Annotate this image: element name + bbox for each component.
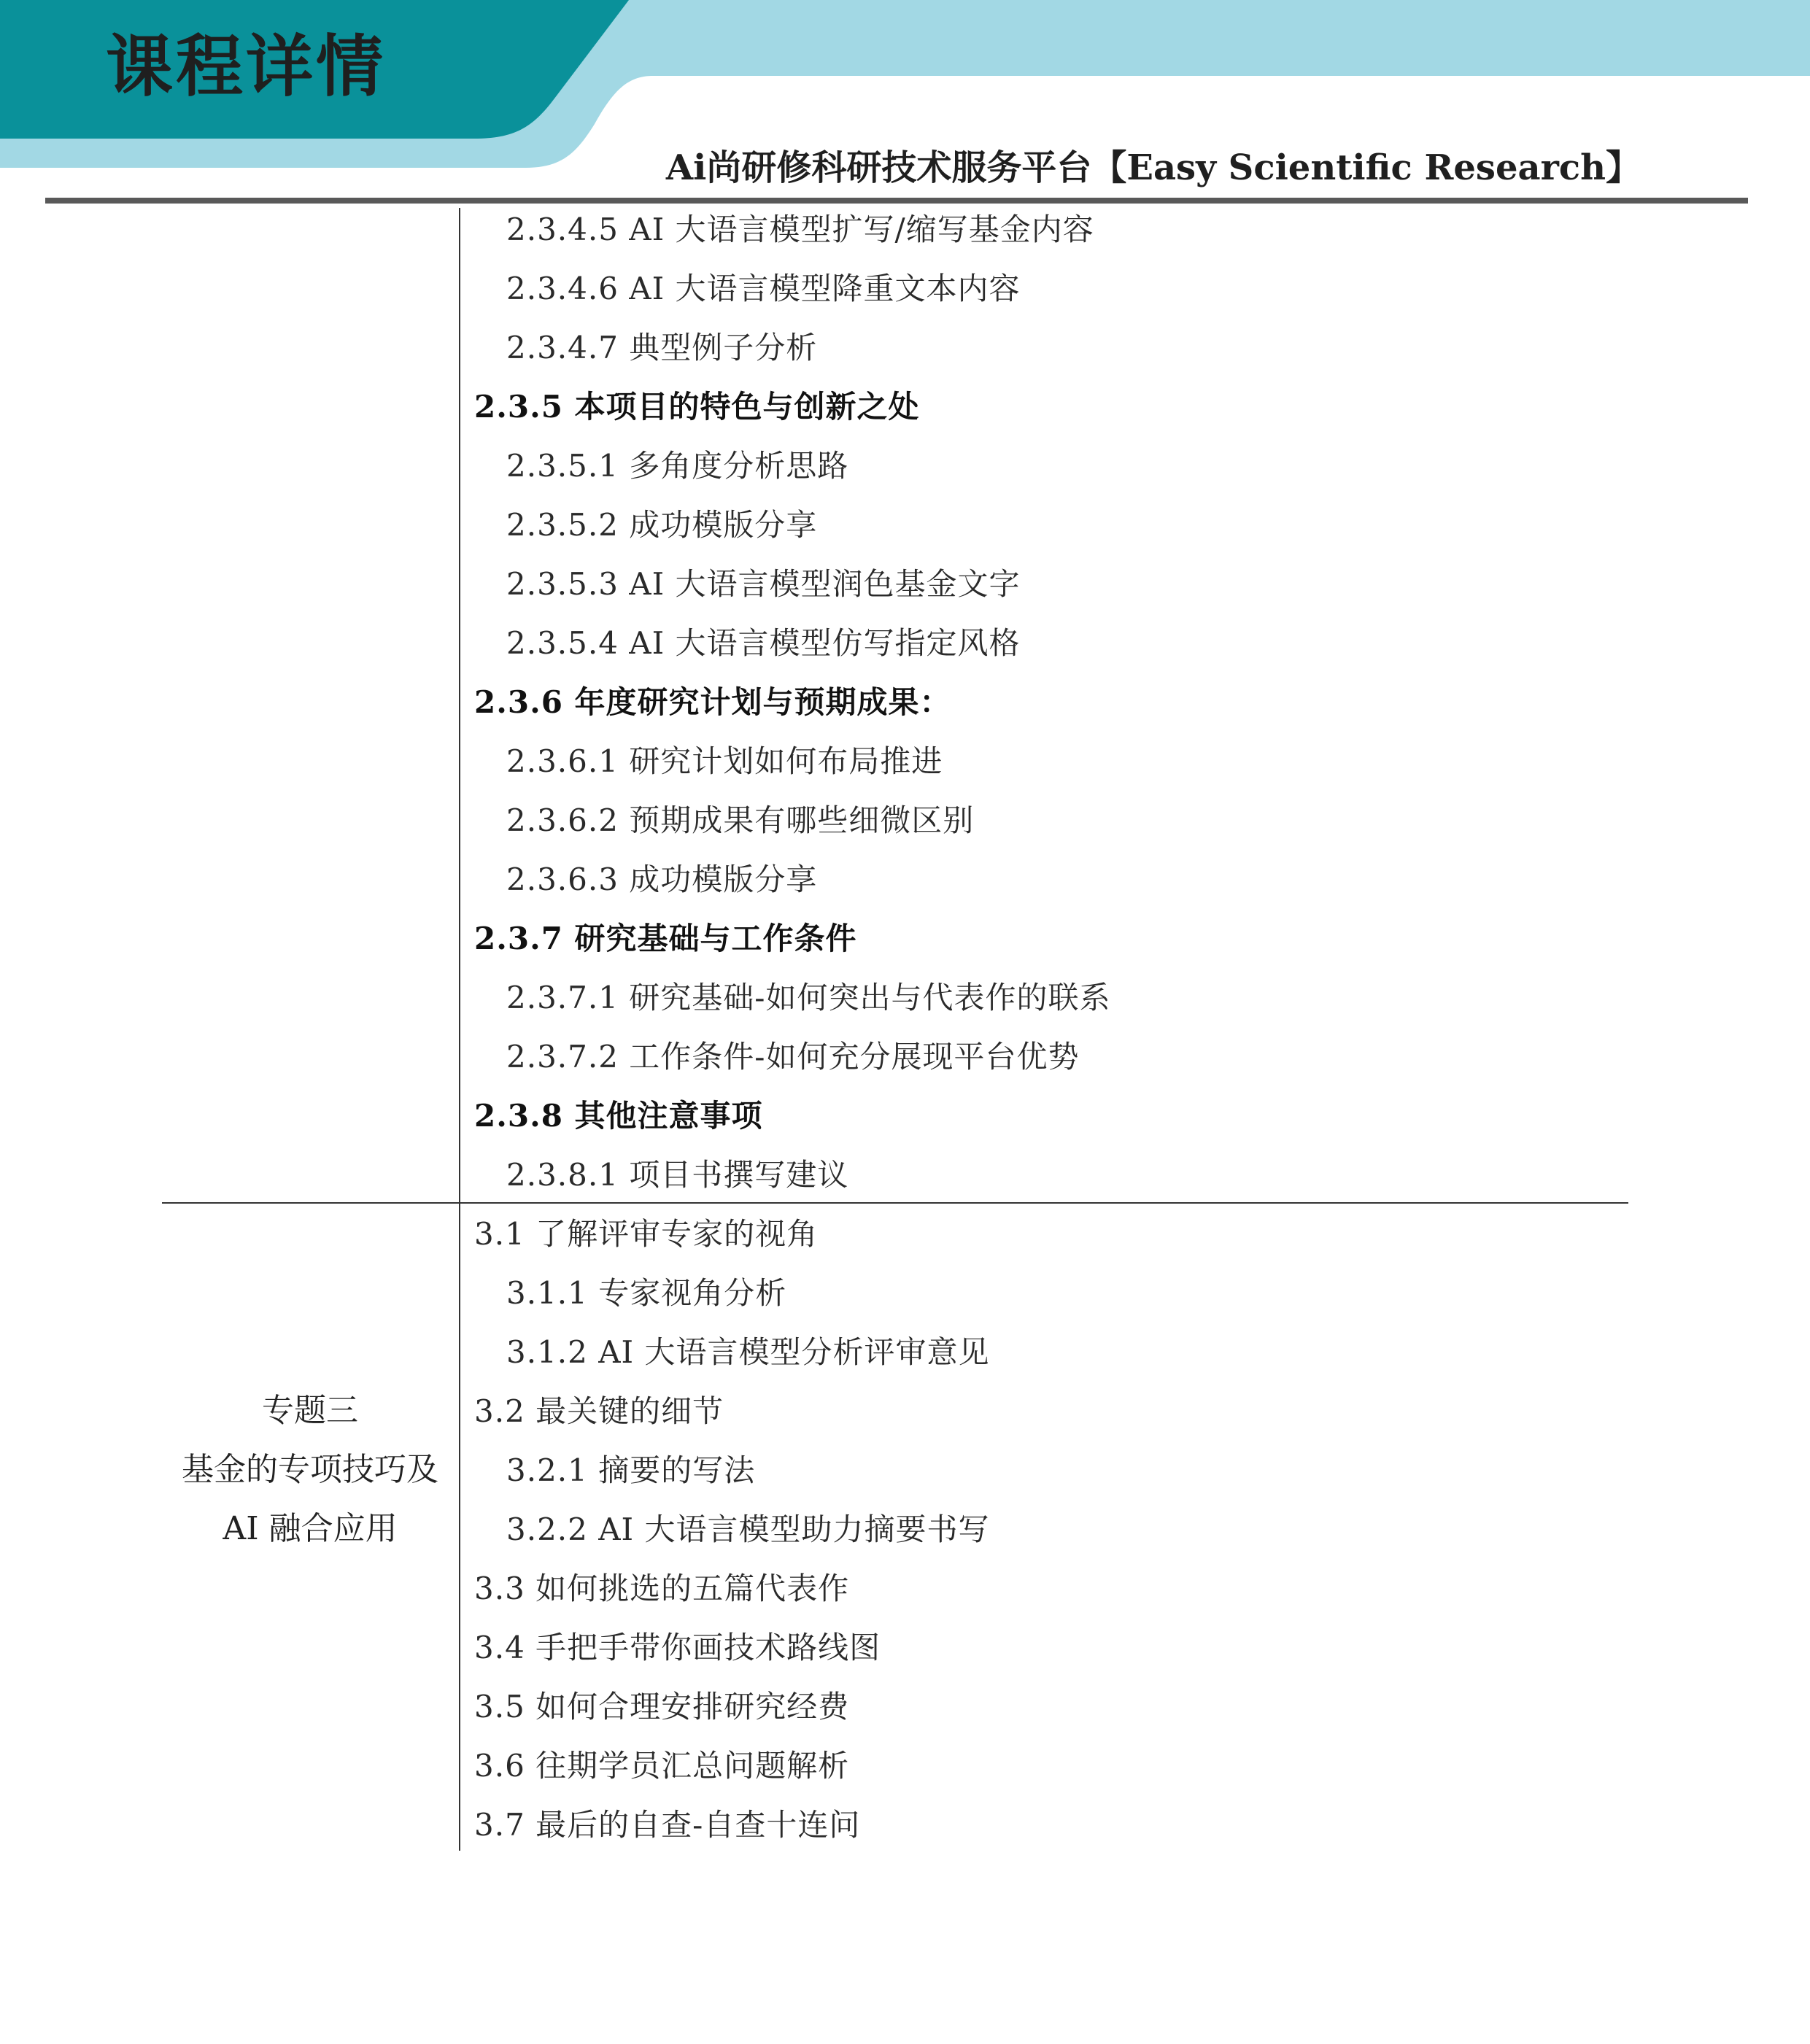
outline-entry: 2.3.6.1 研究计划如何布局推进 xyxy=(506,743,943,779)
outline-entry: 2.3.5.3 AI 大语言模型润色基金文字 xyxy=(506,566,1021,602)
outline-entry: 2.3.7.1 研究基础-如何突出与代表作的联系 xyxy=(506,980,1111,1015)
outline-entry: 3.2 最关键的细节 xyxy=(474,1393,724,1429)
outline-entry: 3.7 最后的自查-自查十连问 xyxy=(474,1807,861,1843)
outline-entry: 3.2.2 AI 大语言模型助力摘要书写 xyxy=(506,1511,990,1547)
outline-entry: 3.1.1 专家视角分析 xyxy=(506,1275,787,1311)
outline-entry: 2.3.5.4 AI 大语言模型仿写指定风格 xyxy=(506,625,1021,661)
outline-entry: 3.3 如何挑选的五篇代表作 xyxy=(474,1571,850,1606)
platform-name: Ai尚研修科研技术服务平台【Easy Scientific Research】 xyxy=(665,147,1641,188)
outline-entry: 3.5 如何合理安排研究经费 xyxy=(474,1689,850,1724)
topic-title-line: 专题三 xyxy=(262,1392,358,1429)
outline-heading: 2.3.7 研究基础与工作条件 xyxy=(474,921,857,956)
outline-heading: 2.3.6 年度研究计划与预期成果： xyxy=(474,684,951,720)
outline-entry: 2.3.7.2 工作条件-如何充分展现平台优势 xyxy=(506,1039,1080,1075)
outline-entry: 3.1 了解评审专家的视角 xyxy=(474,1216,819,1252)
outline-entry: 2.3.5.2 成功模版分享 xyxy=(506,507,818,543)
outline-entry: 3.1.2 AI 大语言模型分析评审意见 xyxy=(506,1334,990,1370)
page-title: 课程详情 xyxy=(106,28,387,106)
outline-entry: 2.3.4.6 AI 大语言模型降重文本内容 xyxy=(506,271,1021,306)
outline-entry: 2.3.8.1 项目书撰写建议 xyxy=(506,1157,849,1193)
outline-heading: 2.3.8 其他注意事项 xyxy=(474,1098,763,1134)
outline-entry: 3.4 手把手带你画技术路线图 xyxy=(474,1630,881,1665)
outline-entry: 2.3.5.1 多角度分析思路 xyxy=(506,448,849,484)
outline-entry: 2.3.6.3 成功模版分享 xyxy=(506,862,818,897)
outline-entry: 2.3.6.2 预期成果有哪些细微区别 xyxy=(506,802,975,838)
table-column-divider xyxy=(459,208,460,1851)
outline-entry: 3.2.1 摘要的写法 xyxy=(506,1452,756,1488)
outline-entry: 3.6 往期学员汇总问题解析 xyxy=(474,1748,850,1784)
outline-entry: 2.3.4.5 AI 大语言模型扩写/缩写基金内容 xyxy=(506,212,1094,247)
outline-entry: 2.3.4.7 典型例子分析 xyxy=(506,330,818,365)
topic-title-line: 基金的专项技巧及 xyxy=(182,1451,438,1488)
outline-heading: 2.3.5 本项目的特色与创新之处 xyxy=(474,389,920,425)
table-row-divider xyxy=(162,1202,1628,1204)
topic-title-line: AI 融合应用 xyxy=(223,1510,398,1547)
